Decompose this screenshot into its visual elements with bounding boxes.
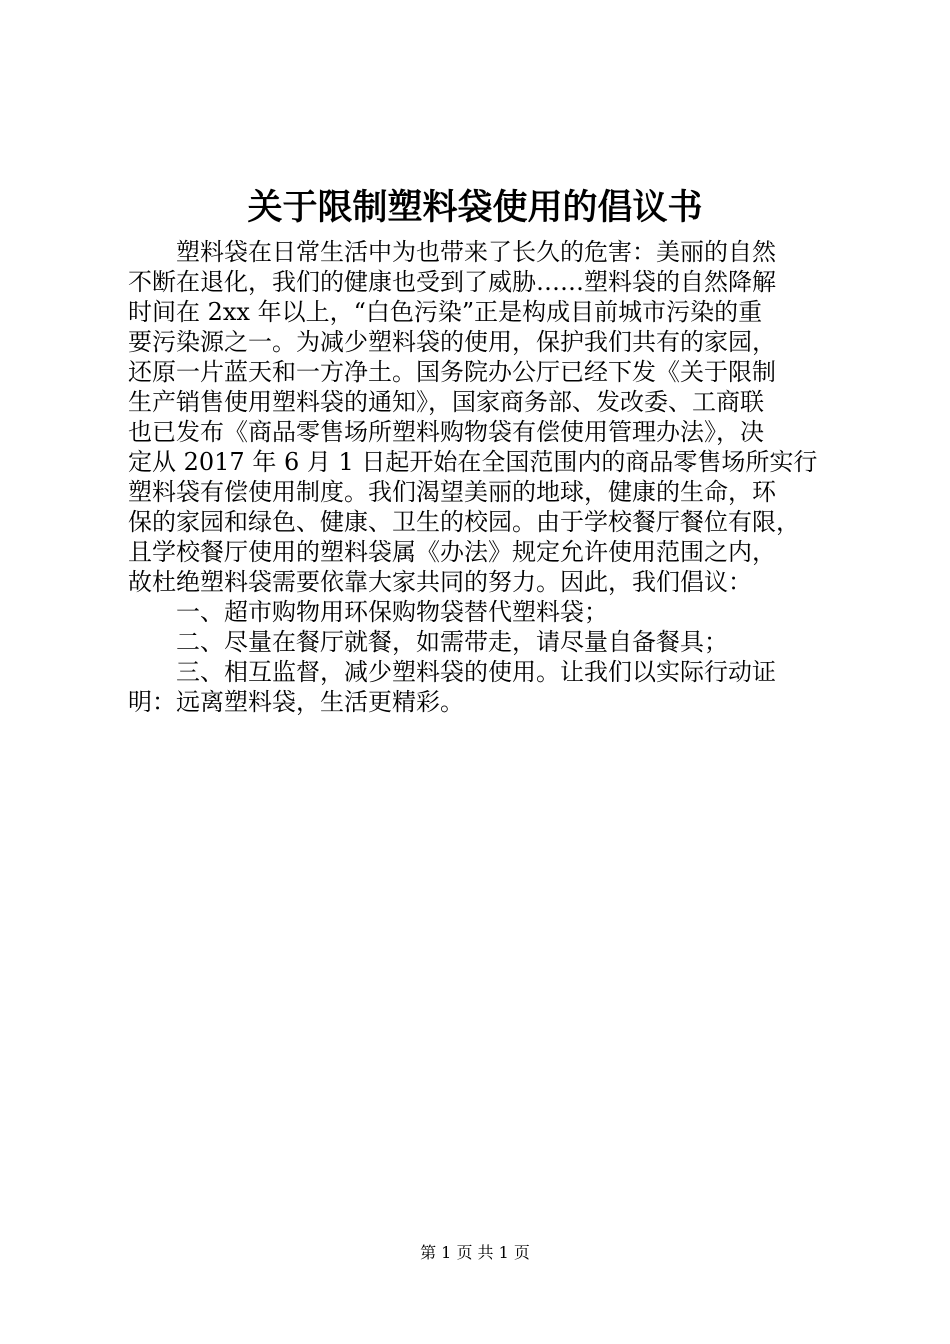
document-title: 关于限制塑料袋使用的倡议书 [247, 187, 703, 228]
body-line: 也已发布《商品零售场所塑料购物袋有偿使用管理办法》，决 [128, 418, 764, 446]
body-line: 还原一片蓝天和一方净土。国务院办公厅已经下发《关于限制 [128, 358, 776, 386]
proposal-item-1: 一、超市购物用环保购物袋替代塑料袋； [128, 598, 608, 626]
body-line: 故杜绝塑料袋需要依靠大家共同的努力。因此，我们倡议： [128, 568, 752, 596]
body-line: 不断在退化，我们的健康也受到了威胁……塑料袋的自然降解 [128, 268, 776, 296]
body-line: 要污染源之一。为减少塑料袋的使用，保护我们共有的家园， [128, 328, 776, 356]
body-line: 塑料袋有偿使用制度。我们渴望美丽的地球，健康的生命，环 [128, 478, 776, 506]
body-line: 定从 2017 年 6 月 1 日起开始在全国范围内的商品零售场所实行 [128, 448, 818, 476]
body-line: 且学校餐厅使用的塑料袋属《办法》规定允许使用范围之内， [128, 538, 776, 566]
proposal-item-3: 三、相互监督，减少塑料袋的使用。让我们以实际行动证 [128, 658, 776, 686]
document-body [128, 237, 828, 717]
closing-line: 明：远离塑料袋，生活更精彩。 [128, 688, 464, 716]
proposal-item-2: 二、尽量在餐厅就餐，如需带走，请尽量自备餐具； [128, 628, 728, 656]
body-line: 塑料袋在日常生活中为也带来了长久的危害：美丽的自然 [128, 238, 776, 266]
page-number-footer: 第 1 页 共 1 页 [420, 1243, 530, 1262]
body-line: 生产销售使用塑料袋的通知》，国家商务部、发改委、工商联 [128, 388, 764, 416]
body-line: 保的家园和绿色、健康、卫生的校园。由于学校餐厅餐位有限， [128, 508, 800, 536]
body-line: 时间在 2xx 年以上，“白色污染”正是构成目前城市污染的重 [128, 298, 763, 326]
